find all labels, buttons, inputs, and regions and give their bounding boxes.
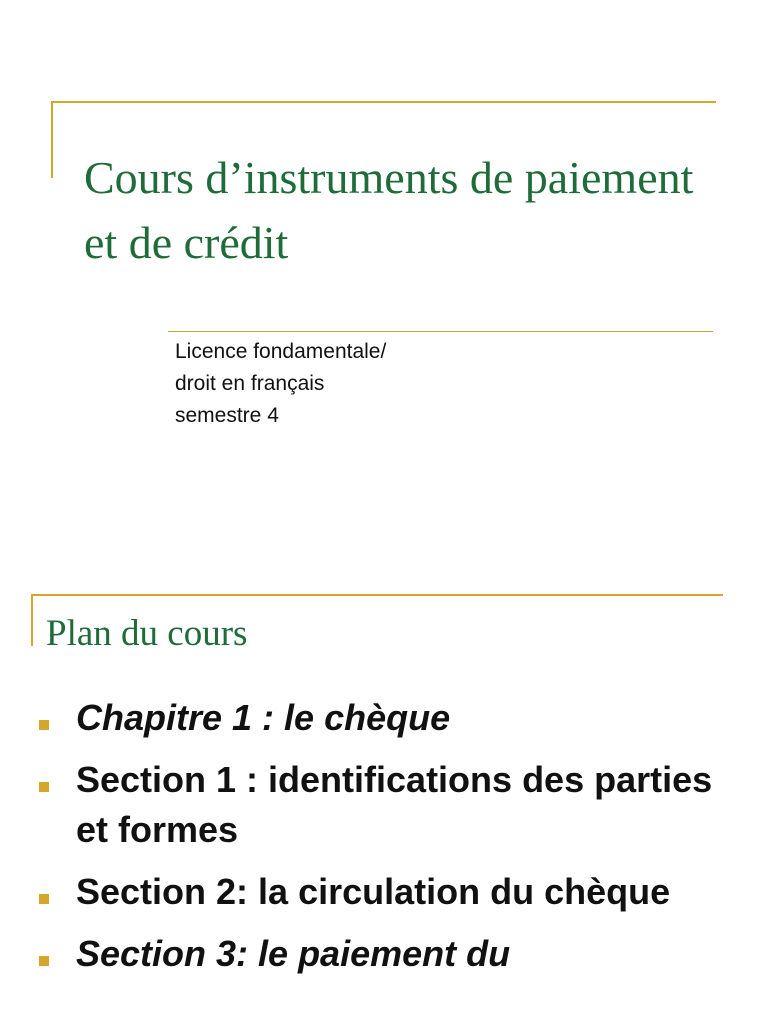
list-item xyxy=(0,867,768,917)
subtitle-line: Licence fondamentale/ xyxy=(175,340,387,363)
outline-left-rule xyxy=(31,594,33,646)
outline-slide xyxy=(0,560,768,1024)
list-item-text: Chapitre 1 : le chèque xyxy=(76,697,451,738)
list-item xyxy=(0,929,768,979)
outline-bullet-list xyxy=(0,693,768,991)
square-bullet-icon xyxy=(39,782,49,792)
slide-subtitle xyxy=(175,336,386,432)
title-top-rule xyxy=(51,101,716,103)
list-item-text: Section 3: le paiement du xyxy=(76,933,511,974)
subtitle-line: droit en français xyxy=(175,372,325,395)
square-bullet-icon xyxy=(39,720,49,730)
outline-top-rule xyxy=(31,594,723,596)
list-item xyxy=(0,693,768,743)
outline-title: Plan du cours xyxy=(46,613,248,654)
list-item-text: Section 1 : identifications des parties et formes xyxy=(76,759,713,850)
square-bullet-icon xyxy=(39,956,49,966)
list-item-text: Section 2: la circulation du chèque xyxy=(76,871,671,912)
subtitle-rule xyxy=(168,331,713,332)
square-bullet-icon xyxy=(39,894,49,904)
title-left-rule xyxy=(51,101,53,178)
list-item xyxy=(0,755,768,855)
subtitle-line: semestre 4 xyxy=(175,404,279,427)
slide-title: Cours d’instruments de paiement et de crédit xyxy=(84,152,694,268)
